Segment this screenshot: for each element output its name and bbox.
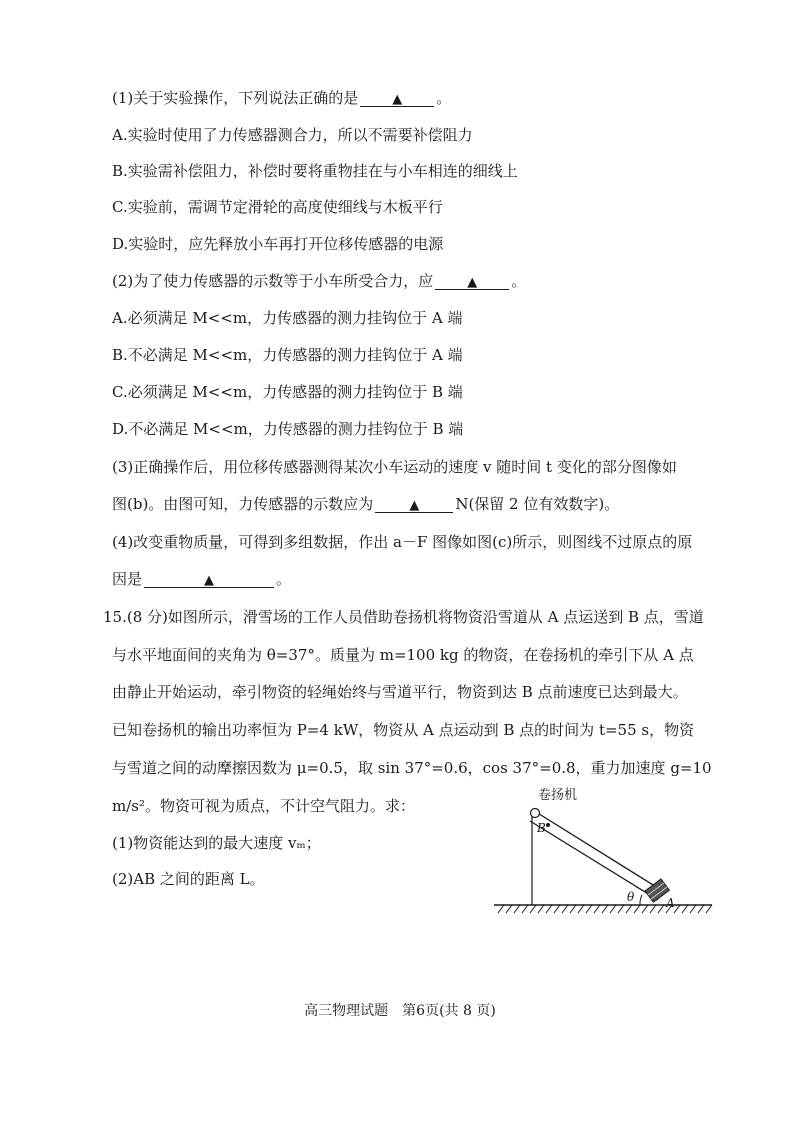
answer-blank: ▲ [360,90,434,107]
angle-theta-label: θ [627,890,635,904]
q14-p4-line1: (4)改变重物质量，可得到多组数据，作出 a－F 图像如图(c)所示，则图线不过原点的原 [112,533,693,551]
slope-upper-edge [530,821,658,900]
slope-winch-figure [490,785,720,920]
winch-label: 卷扬机 [538,788,578,803]
option-text: D.不必满足 M<<m，力传感器的测力挂钩位于 B 端 [112,420,464,438]
q15-text-line: 由静止开始运动，牵引物资的轻绳始终与雪道平行，物资到达 B 点前速度已达到最大。 [112,683,688,701]
ground-hatch [498,905,712,913]
page-footer: 高三物理试题 第6页(共 8 页) [304,1003,496,1019]
q15-text-line: 与水平地面间的夹角为 θ=37°。质量为 m=100 kg 的物资，在卷扬机的牵引下从 A 点 [112,646,694,664]
option-text: B.实验需补偿阻力，补偿时要将重物挂在与小车相连的细线上 [112,162,518,180]
answer-blank: ▲ [435,273,509,290]
option-text: D.实验时，应先释放小车再打开位移传感器的电源 [112,235,444,253]
q14-p2-stem: (2)为了使力传感器的示数等于小车所受合力，应 ▲ 。 [112,272,527,290]
q15-sub-question: (2)AB 之间的距离 L。 [112,870,265,888]
q15-text-line: 与雪道之间的动摩擦因数为 μ=0.5，取 sin 37°=0.6，cos 37°=0.8，重力加速度 g=10 [112,759,712,777]
q15-text-line: m/s²。物资可视为质点，不计空气阻力。求： [112,797,415,815]
q15-text-line: 15.(8 分)如图所示，滑雪场的工作人员借助卷扬机将物资沿雪道从 A 点运送到 B 点，雪道 [103,608,704,626]
q15-sub-question: (1)物资能达到的最大速度 vₘ； [112,834,321,852]
angle-arc [640,895,642,905]
point-b-label: B [537,821,546,835]
q15-text-line: 已知卷扬机的输出功率恒为 P=4 kW，物资从 A 点运动到 B 点的时间为 t=55 s，物资 [112,721,695,739]
option-text: A.实验时使用了力传感器测合力，所以不需要补偿阻力 [112,126,473,144]
answer-blank: ▲ [375,496,453,513]
point-a-label: A [666,896,675,910]
option-text: B.不必满足 M<<m，力传感器的测力挂钩位于 A 端 [112,346,463,364]
point-b-marker [546,823,550,827]
winch-pulley-icon [531,809,540,818]
q14-p3-line2: 图(b)。由图可知，力传感器的示数应为 ▲ N(保留 2 位有效数字)。 [112,495,620,513]
answer-blank: ▲ [144,571,274,588]
option-text: A.必须满足 M<<m，力传感器的测力挂钩位于 A 端 [112,309,463,327]
option-text: C.必须满足 M<<m，力传感器的测力挂钩位于 B 端 [112,383,463,401]
slope-lower-edge [536,812,666,893]
q14-p3-line1: (3)正确操作后，用位移传感器测得某次小车运动的速度 v 随时间 t 变化的部分图像如 [112,458,677,476]
q14-p4-line2: 因是 ▲ 。 [112,570,292,588]
q14-p1-stem: (1)关于实验操作，下列说法正确的是 ▲ 。 [112,89,452,107]
option-text: C.实验前，需调节定滑轮的高度使细线与木板平行 [112,198,443,216]
